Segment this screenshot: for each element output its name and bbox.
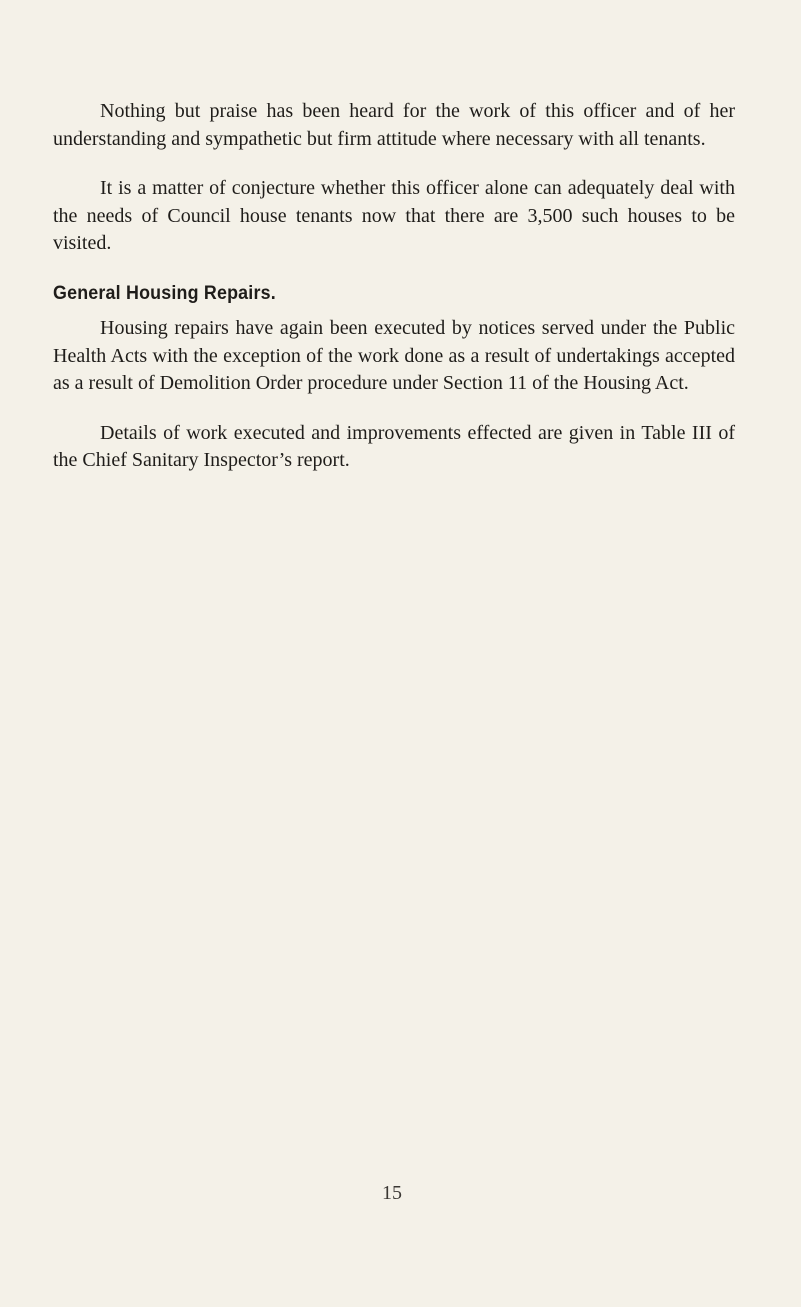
paragraph-block xyxy=(53,175,735,258)
paragraph-conjecture: It is a matter of conjecture whether this officer alone can adequately deal with the needs of Council house tenants now that there are 3,500 such houses to be visited. xyxy=(53,177,735,254)
paragraph-officer-praise: Nothing but praise has been heard for the work of this officer and of her understanding and sympathetic but firm attitude where necessary with all tenants. xyxy=(53,100,735,150)
page-number: 15 xyxy=(382,1182,402,1204)
paragraph-details-table: Details of work executed and improvements effected are given in Table III of the Chief Sanitary Inspector’s report. xyxy=(53,421,735,471)
paragraph-block xyxy=(53,315,735,398)
paragraph-block xyxy=(53,98,735,153)
document-page xyxy=(53,98,735,497)
section-heading: General Housing Repairs. xyxy=(53,282,276,304)
paragraph-block xyxy=(53,420,735,475)
paragraph-housing-repairs: Housing repairs have again been executed by notices served under the Public Health Acts with the exception of the work done as a result of undertakings accepted as a result of Demolition Order procedure under Section 11 of the Housing Act. xyxy=(53,317,735,394)
